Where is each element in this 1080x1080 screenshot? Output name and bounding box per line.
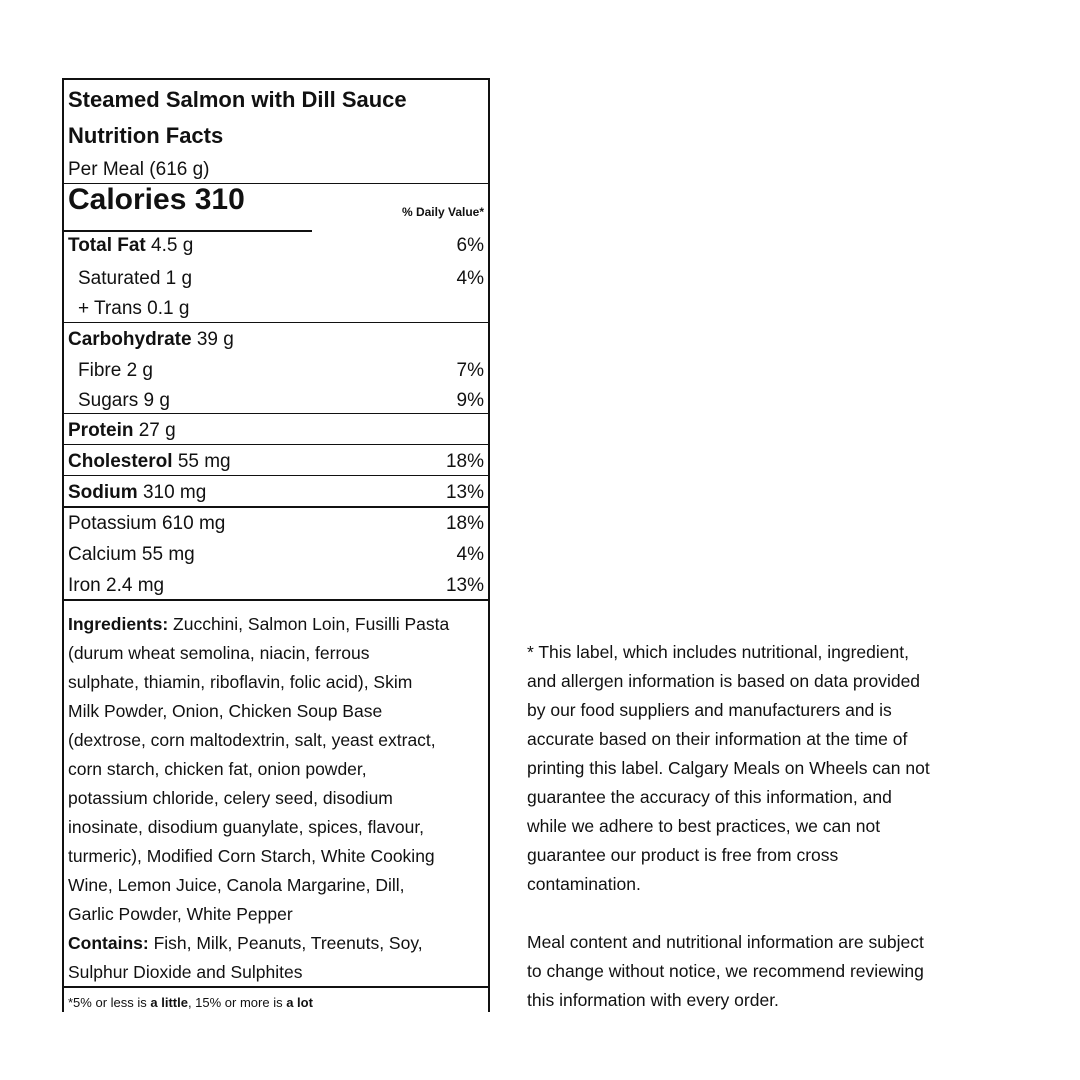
contains-line: Sulphur Dioxide and Sulphites bbox=[68, 962, 303, 982]
disclaimer-paragraph-2: Meal content and nutritional information are subject to change without notice, we recommend reviewing this information with every order. bbox=[527, 932, 924, 1010]
product-name: Steamed Salmon with Dill Sauce bbox=[68, 87, 407, 112]
ingredients-line: turmeric), Modified Corn Starch, White Cooking bbox=[68, 846, 435, 866]
serving-size: Per Meal (616 g) bbox=[68, 159, 210, 180]
trans-row: + Trans 0.1 g bbox=[78, 298, 190, 319]
ingredients-line: Wine, Lemon Juice, Canola Margarine, Dill, bbox=[68, 875, 405, 895]
ingredients-line: inosinate, disodium guanylate, spices, flavour, bbox=[68, 817, 425, 837]
nutrition-facts-title: Nutrition Facts bbox=[68, 123, 224, 148]
fibre-row: Fibre 2 g 7% bbox=[78, 360, 484, 381]
calories-row bbox=[68, 183, 484, 228]
nutrition-label bbox=[62, 78, 490, 1012]
sodium-row: Sodium 310 mg 13% bbox=[68, 482, 484, 503]
ingredients-line: Milk Powder, Onion, Chicken Soup Base bbox=[68, 701, 383, 721]
carbohydrate-row: Carbohydrate 39 g bbox=[68, 329, 234, 350]
disclaimer-paragraph-1: * This label, which includes nutritional, ingredient, and allergen information is based on data provided by our food suppliers and manufacturers and is accurate based on their information at the time of printing this label. Calgary Meals on Wheels can not guarantee the accuracy of this information, and while we adhere to best practices, we can not guarantee our product is free from cross contamination. bbox=[527, 642, 930, 894]
potassium-row: Potassium 610 mg 18% bbox=[68, 513, 484, 534]
ingredients-line: (dextrose, corn maltodextrin, salt, yeast extract, bbox=[68, 730, 436, 750]
ingredients-line: potassium chloride, celery seed, disodium bbox=[68, 788, 393, 808]
footnote: *5% or less is a little, 15% or more is a lot bbox=[68, 995, 313, 1010]
ingredients-line: Garlic Powder, White Pepper bbox=[68, 904, 293, 924]
cholesterol-row: Cholesterol 55 mg 18% bbox=[68, 451, 484, 472]
contains-line: Contains: Fish, Milk, Peanuts, Treenuts, Soy, bbox=[68, 933, 423, 953]
total-fat-row: Total Fat 4.5 g 6% bbox=[68, 235, 484, 256]
calcium-row: Calcium 55 mg 4% bbox=[68, 544, 484, 565]
ingredients-block bbox=[68, 610, 484, 987]
sugars-row: Sugars 9 g 9% bbox=[78, 390, 484, 411]
saturated-row: Saturated 1 g 4% bbox=[78, 268, 484, 289]
ingredients-line: Ingredients: Zucchini, Salmon Loin, Fusilli Pasta bbox=[68, 614, 450, 634]
iron-row: Iron 2.4 mg 13% bbox=[68, 575, 484, 596]
ingredients-line: sulphate, thiamin, riboflavin, folic acid), Skim bbox=[68, 672, 413, 692]
calories: Calories 310 bbox=[68, 183, 245, 216]
protein-row: Protein 27 g bbox=[68, 420, 176, 441]
ingredients-line: (durum wheat semolina, niacin, ferrous bbox=[68, 643, 370, 663]
ingredients-line: corn starch, chicken fat, onion powder, bbox=[68, 759, 367, 779]
daily-value-header: % Daily Value* bbox=[401, 205, 484, 219]
